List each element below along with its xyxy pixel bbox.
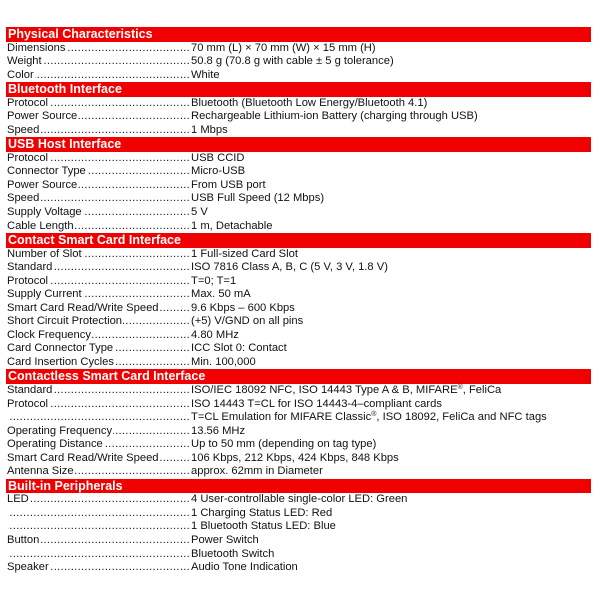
spec-label-text: Protocol [7,274,49,287]
section-header: USB Host Interface [6,137,591,152]
spec-value: ISO 7816 Class A, B, C (5 V, 3 V, 1.8 V) [191,261,388,274]
spec-label-text: Speed [7,123,40,136]
spec-label-text: Supply Voltage [7,205,82,218]
spec-label-text: Short Circuit Protection [7,315,123,328]
spec-value: 1 Bluetooth Status LED: Blue [191,520,336,533]
spec-row [6,69,591,83]
spec-value: Micro-USB [191,165,246,178]
spec-row [6,152,591,166]
spec-label [6,534,190,548]
spec-label [6,69,190,83]
spec-label [6,302,190,316]
spec-section [6,479,591,575]
spec-value: Min. 100,000 [191,355,256,368]
spec-label [6,425,190,439]
spec-label [6,329,190,343]
spec-label [6,438,190,452]
spec-label-text: Card Insertion Cycles [7,355,114,368]
spec-label-text: Antenna Size [7,465,74,478]
spec-row [6,275,591,289]
section-header: Physical Characteristics [6,27,591,42]
spec-label-text [7,411,8,423]
spec-label-text: Weight [7,55,42,68]
spec-label-text [7,548,8,560]
spec-label [6,165,190,179]
spec-row [6,452,591,466]
spec-label-text: Protocol [7,397,49,410]
spec-value: USB Full Speed (12 Mbps) [191,192,325,205]
spec-value: USB CCID [191,151,245,164]
spec-row [6,356,591,370]
spec-row [6,520,591,534]
spec-value: 4 User-controllable single-color LED: Green [191,493,408,506]
spec-row [6,315,591,329]
spec-label-text: Speaker [7,561,49,574]
spec-label [6,152,190,166]
specification-table [6,27,591,575]
spec-value: Max. 50 mA [191,288,251,301]
spec-value: approx. 62mm in Diameter [191,465,323,478]
spec-label-text: Color [7,68,34,81]
spec-value: ISO 14443 T=CL for ISO 14443-4–compliant cards [191,397,442,410]
spec-label-text: Supply Current [7,288,82,301]
spec-row [6,179,591,193]
spec-value: White [191,68,220,81]
spec-label [6,55,190,69]
spec-section [6,27,591,82]
spec-value: 1 m, Detachable [191,219,273,232]
spec-row [6,384,591,398]
spec-row [6,465,591,479]
spec-row [6,206,591,220]
spec-label [6,275,190,289]
spec-label-text [7,520,8,532]
spec-value: (+5) V/GND on all pins [191,315,304,328]
spec-label [6,315,190,329]
spec-label [6,356,190,370]
spec-row [6,124,591,138]
spec-value: Up to 50 mm (depending on tag type) [191,438,377,451]
spec-value: 1 Mbps [191,123,228,136]
spec-label [6,124,190,138]
spec-row [6,42,591,56]
spec-row [6,438,591,452]
spec-value: From USB port [191,178,266,191]
spec-label [6,520,190,534]
spec-value: ICC Slot 0: Contact [191,342,287,355]
spec-row [6,192,591,206]
spec-row [6,220,591,234]
spec-value: 1 Full-sized Card Slot [191,247,298,260]
spec-label-text: Connector Type [7,165,86,178]
spec-value: 9.6 Kbps – 600 Kbps [191,301,295,314]
spec-label-text: Smart Card Read/Write Speed [7,451,159,464]
spec-value: 106 Kbps, 212 Kbps, 424 Kbps, 848 Kbps [191,451,399,464]
spec-label [6,110,190,124]
spec-label-text: Protocol [7,96,49,109]
spec-section [6,233,591,369]
spec-row [6,248,591,262]
spec-value: T=0; T=1 [191,274,237,287]
spec-value: ISO/IEC 18092 NFC, ISO 14443 Type A & B, MIFARE®, FeliCa [191,383,502,396]
spec-label [6,179,190,193]
spec-row [6,493,591,507]
spec-row [6,411,591,425]
spec-label [6,561,190,575]
spec-row [6,548,591,562]
spec-value: T=CL Emulation for MIFARE Classic®, ISO 18092, FeliCa and NFC tags [191,411,547,424]
spec-row [6,342,591,356]
spec-label-text: Card Connector Type [7,342,114,355]
spec-row [6,55,591,69]
spec-row [6,261,591,275]
spec-label-text: Number of Slot [7,247,82,260]
spec-section [6,369,591,478]
spec-label [6,465,190,479]
spec-label [6,248,190,262]
section-header: Contact Smart Card Interface [6,233,591,248]
spec-label-text: Cable Length [7,219,74,232]
spec-label [6,220,190,234]
spec-label [6,342,190,356]
spec-label [6,206,190,220]
spec-value: Bluetooth Switch [191,547,275,560]
spec-row [6,110,591,124]
spec-section [6,82,591,137]
spec-label-text: Operating Distance [7,438,103,451]
spec-label [6,288,190,302]
spec-label-text: Speed [7,192,40,205]
spec-value: 70 mm (L) × 70 mm (W) × 15 mm (H) [191,41,376,54]
section-header: Built-in Peripherals [6,479,591,494]
spec-value: 1 Charging Status LED: Red [191,506,333,519]
spec-label-text: Standard [7,261,53,274]
spec-label-text: Operating Frequency [7,424,113,437]
spec-row [6,534,591,548]
spec-value: 4.80 MHz [191,328,239,341]
spec-label [6,384,190,398]
spec-label [6,452,190,466]
spec-label-text: LED [7,493,29,506]
spec-label [6,398,190,412]
spec-value: Audio Tone Indication [191,561,298,574]
spec-label [6,411,190,425]
spec-label [6,192,190,206]
spec-label-text: Dimensions [7,41,66,54]
spec-section [6,137,591,233]
spec-label [6,42,190,56]
spec-value: Power Switch [191,533,259,546]
spec-label-text: Power Source [7,110,78,123]
spec-row [6,561,591,575]
spec-row [6,288,591,302]
spec-row [6,425,591,439]
spec-label-text: Standard [7,383,53,396]
spec-row [6,302,591,316]
spec-label-text: Protocol [7,151,49,164]
spec-row [6,97,591,111]
spec-label-text: Clock Frequency [7,328,91,341]
spec-value: 5 V [191,205,208,218]
spec-row [6,165,591,179]
spec-label [6,507,190,521]
spec-label-text [7,507,8,519]
spec-label-text: Button [7,533,40,546]
spec-label [6,493,190,507]
spec-label [6,261,190,275]
spec-value: 13.56 MHz [191,424,246,437]
spec-row [6,398,591,412]
spec-value: Bluetooth (Bluetooth Low Energy/Bluetooth 4.1) [191,96,428,109]
spec-label-text: Power Source [7,178,78,191]
spec-label-text: Smart Card Read/Write Speed [7,301,159,314]
spec-label [6,97,190,111]
spec-value: 50.8 g (70.8 g with cable ± 5 g tolerance) [191,55,394,68]
spec-label [6,548,190,562]
spec-row [6,507,591,521]
section-header: Contactless Smart Card Interface [6,369,591,384]
spec-value: Rechargeable Lithium-ion Battery (charging through USB) [191,110,478,123]
section-header: Bluetooth Interface [6,82,591,97]
spec-row [6,329,591,343]
